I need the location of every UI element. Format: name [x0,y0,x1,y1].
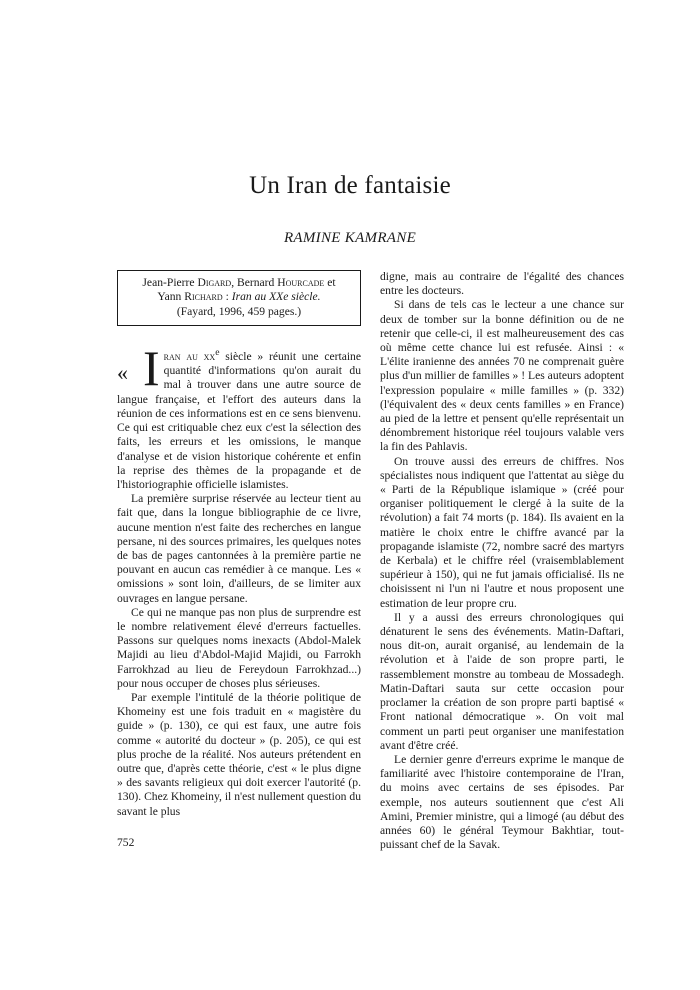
left-column [117,270,361,819]
paragraph: Le dernier genre d'erreurs exprime le manque de familiarité avec l'histoire contemporaine de l'Iran, du moins avec certains de ses épisodes. Par exemple, nos auteurs soutiennent que c'est Ali Amini, Premier ministre, qui a limogé (au début des années 60) le général Teymour Bakhtiar, tout-puissant chef de la Savak. [380,752,624,852]
article-title: Un Iran de fantaisie [249,172,451,199]
book-reference-box [117,270,361,326]
article-author: RAMINE KAMRANE [283,230,417,246]
ref-author1-first: Jean-Pierre [142,276,195,289]
drop-cap: I [143,340,160,397]
paragraph: Si dans de tels cas le lecteur a une chance sur deux de tomber sur la bonne définition ou de ne retenir que celle-ci, il est malheureusement des cas où même cette chance lui est refusée. Ainsi : « L'élite iranienne des années 70 ne comprenait guère plus d'un millier de familles » ! Les auteurs adoptent l'expression populaire « mille familles » (p. 332) (l'équivalent des « deux cents familles » en France) au pied de la lettre et pensent qu'elle représentait un dénombrement historique réel toujours valable vers la fin des Pahlavis. [380,298,624,454]
lead-body: siècle » réunit une certaine quantité d'informations qu'on aurait du mal à trouver dans une autre source de langue française, et l'effort des auteurs dans la réunion de ces informations est en ce sens bienvenu. Ce qui est critiquable chez eux c'est la sélection des faits, les erreurs et les omissions, le manque d'analyse et de vision historique cohérente et enfin la reprise des thèmes de la propagande et de l'historiographie officielle islamistes. [117,350,361,491]
lead-first-word: ran au xx [163,350,216,364]
ref-author3-last: Richard [184,290,223,304]
right-column [380,270,624,852]
ref-publisher: (Fayard, 1996, 459 pages.) [176,304,302,318]
opening-quote-mark: « [117,360,128,386]
ref-book-title: Iran au XXe siècle. [231,290,321,304]
paragraph: digne, mais au contraire de l'égalité des chances entre les docteurs. [380,270,624,298]
ref-author2-first: Bernard [237,276,275,289]
paragraph: Par exemple l'intitulé de la théorie politique de Khomeiny est une fois traduit en « magistère du guide » (p. 130), ce qui est faux, une autre fois comme « autorité du docteur » (p. 205), ce qui est plus proche de la réalité. Nos auteurs prétendent en outre que, d'après cette théorie, c'est « le plus digne » des savants religieux qui doit exercer l'autorité (p. 130). Chez Khomeiny, il n'est nullement question du savant le plus [117,690,361,818]
paragraph: Il y a aussi des erreurs chronologiques qui dénaturent le sens des événements. Matin-Daftari, nous dit-on, aurait organisé, au lendemain de la révolution et à l'aide de son propre parti, le rassemblement monstre au tombeau de Mossadegh. Matin-Daftari sauta sur cette occasion pour proclamer la création de son propre parti baptisé « Front national démocratique ». On voit mal comment un parti peut organiser une manifestation avant d'être créé. [380,610,624,752]
ref-author3-first: Yann [157,290,182,304]
ref-conj: et [327,276,336,289]
lead-paragraph [117,340,361,492]
lead-superscript: e [215,347,220,359]
page-number: 752 [117,836,135,849]
paragraph: La première surprise réservée au lecteur tient au fait que, dans la longue bibliographie de ce livre, aucune mention n'est faite des recherches en langue persane, ni des sources primaires, les quelques notes de bas de pages cantonnées à la première partie ne pouvant en aucun cas remédier à ce manque. Les « omissions » sont loin, d'ailleurs, de se limiter aux ouvrages en langue persane. [117,492,361,605]
paragraph: Ce qui ne manque pas non plus de surprendre est le nombre relativement élevé d'erreurs factuelles. Passons sur quelques noms inexacts (Abdol-Malek Majidi au lieu d'Abdol-Majid Majidi, ou Farrokh Farrokhzad au lieu de Fereydoun Farrokhzad...) pour nous occuper de choses plus sérieuses. [117,605,361,690]
paragraph: On trouve aussi des erreurs de chiffres. Nos spécialistes nous indiquent que l'attentat au siège du « Parti de la République islamique » (créé pour organiser politiquement le clergé à la suite de la révolution) a fait 74 morts (p. 184). Ils avaient en la matière le choix entre le chiffre avancé par la propagande islamiste (72, nombre sacré des martyrs de Kerbala) et le chiffre réel (vraisemblablement supérieur à 150), qui ne fut jamais officialisé. Ils ne choisissent ni l'un ni l'autre et nous proposent une estimation de leur propre cru. [380,454,624,610]
ref-colon: : [225,290,229,304]
ref-author2-last: Hourcade [277,276,325,289]
ref-author1-last: Digard [197,276,232,289]
ref-sep: , [231,276,235,289]
